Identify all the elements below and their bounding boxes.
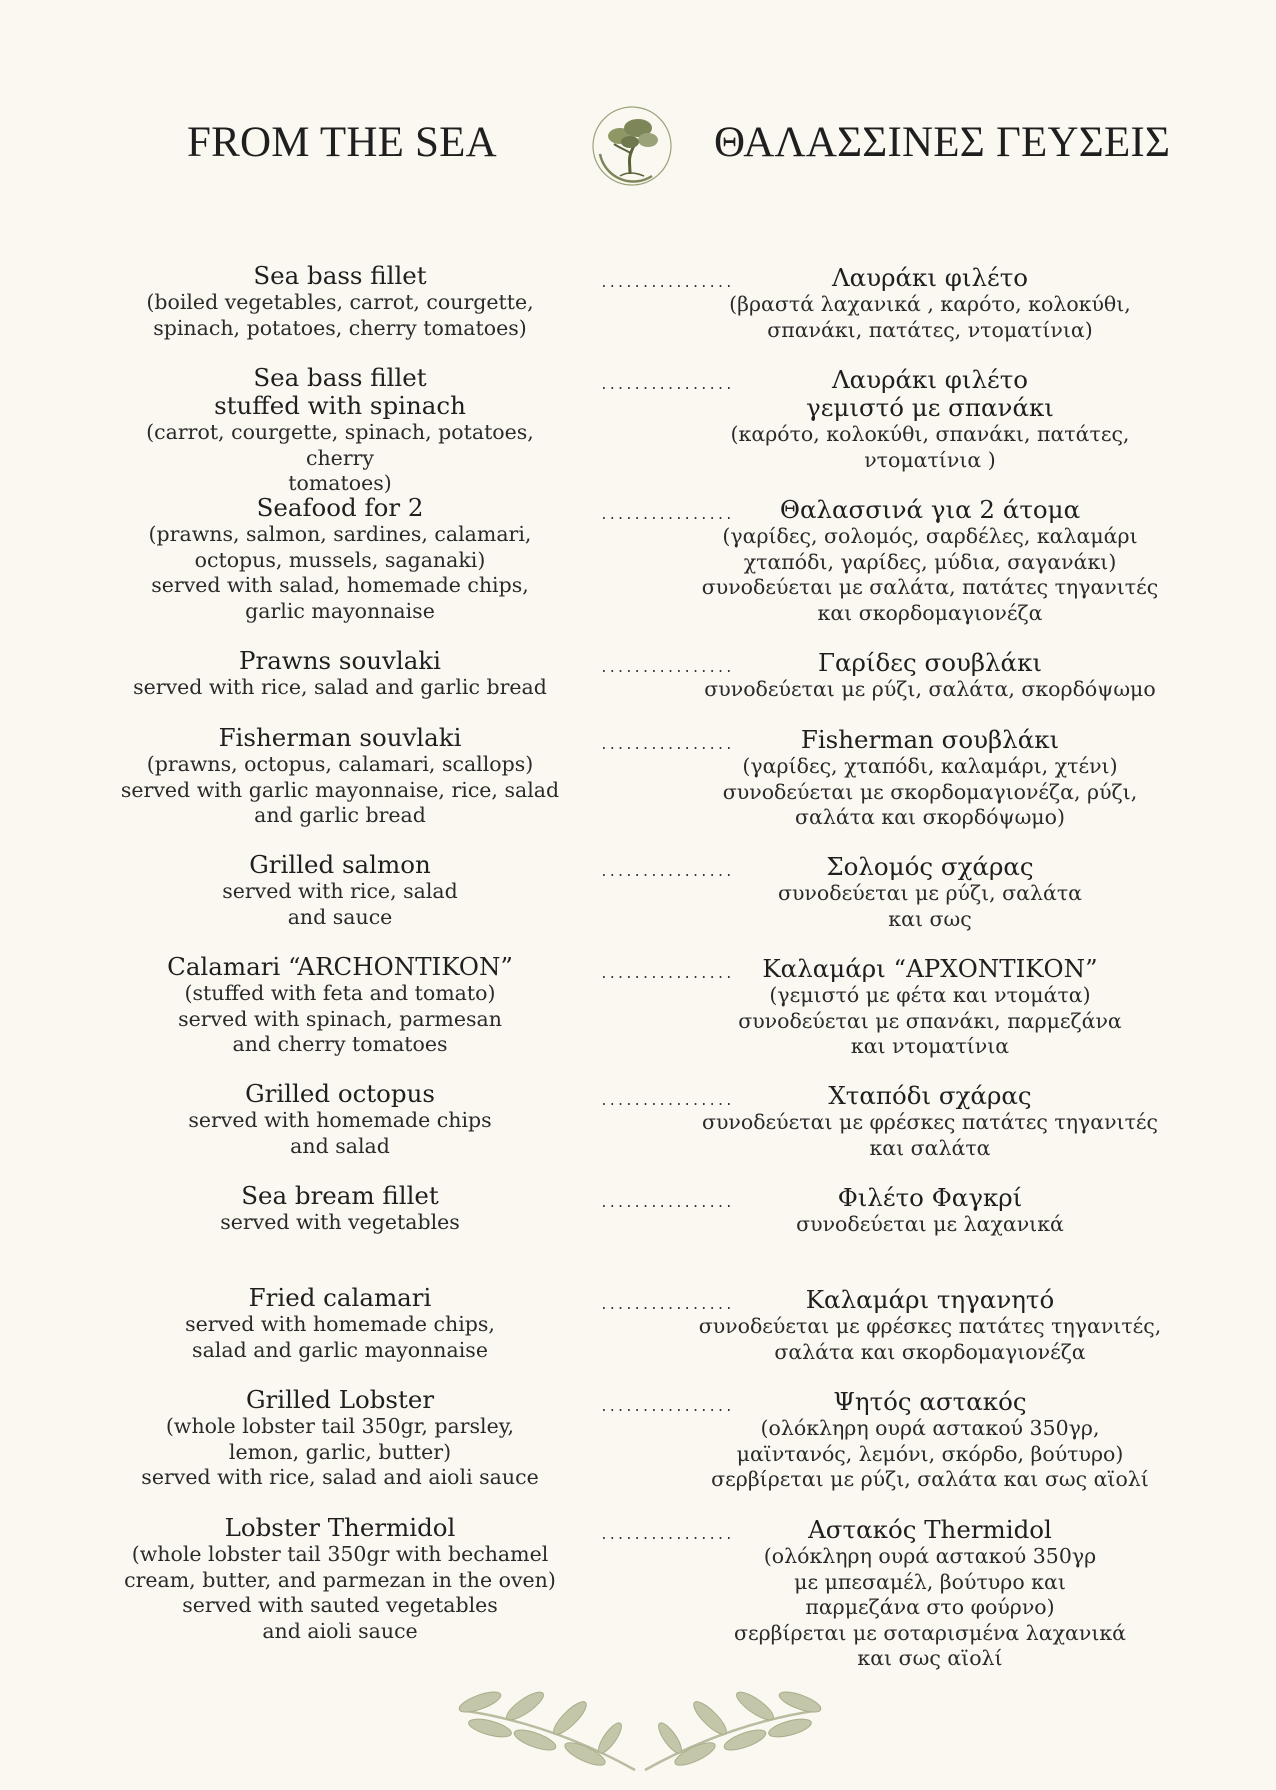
menu-item-en [110, 851, 570, 930]
dotted-leader: ................ [600, 378, 734, 393]
menu-item-gr [690, 366, 1170, 473]
dish-description-gr: (γαρίδες, σολομός, σαρδέλες, καλαμάρι χταπόδι, γαρίδες, μύδια, σαγανάκι) συνοδεύεται με σαλάτα, πατάτες τηγανιτές και σκορδομαγιονέζα [701, 524, 1159, 625]
olive-tree-logo-icon [590, 104, 674, 188]
dish-description-gr: (γαρίδες, χταπόδι, καλαμάρι, χτένι) συνοδεύεται με σκορδομαγιονέζα, ρύζι, σαλάτα και σκορδόψωμο) [722, 754, 1138, 829]
menu-item-gr [690, 264, 1170, 343]
dotted-leader: ................ [600, 276, 734, 291]
menu-item-gr [690, 955, 1170, 1060]
dish-name-en: Grilled octopus [245, 1079, 435, 1108]
dish-description-en: served with homemade chips, salad and garlic mayonnaise [185, 1312, 495, 1362]
dotted-leader: ................ [600, 738, 734, 753]
menu-item-en [110, 1182, 570, 1236]
dotted-leader: ................ [600, 661, 734, 676]
menu-item-en [110, 647, 570, 701]
dish-name-en: Calamari “ARCHONTIKON” [167, 952, 513, 981]
menu-item-gr [690, 496, 1170, 626]
dish-name-gr: Φιλέτο Φαγκρί [837, 1183, 1023, 1212]
dish-name-gr: Γαρίδες σουβλάκι [817, 648, 1043, 677]
dish-description-gr: συνοδεύεται με φρέσκες πατάτες τηγανιτές και σαλάτα [701, 1110, 1159, 1160]
dish-name-gr: Ψητός αστακός [833, 1387, 1027, 1416]
menu-item-gr [690, 853, 1170, 932]
dish-description-gr: συνοδεύεται με ρύζι, σαλάτα και σως [777, 881, 1083, 931]
menu-item-en [110, 724, 570, 829]
dish-name-gr: Καλαμάρι “ΑΡΧΟΝΤΙΚΟΝ” [762, 954, 1098, 983]
menu-item-gr [690, 1082, 1170, 1161]
dish-name-gr: Καλαμάρι τηγανητό [805, 1285, 1055, 1314]
dish-description-en: served with rice, salad and garlic bread [133, 675, 547, 699]
dish-description-gr: συνοδεύεται με ρύζι, σαλάτα, σκορδόψωμο [704, 677, 1156, 701]
dotted-leader: ................ [600, 1196, 734, 1211]
menu-item-en [110, 494, 570, 624]
dish-description-en: (whole lobster tail 350gr with bechamel cream, butter, and parmezan in the oven) served with sauted vegetables and aioli sauce [124, 1542, 556, 1643]
menu-item-en [110, 953, 570, 1058]
dotted-leader: ................ [600, 508, 734, 523]
menu-item-en [110, 1080, 570, 1159]
menu-item-en [110, 262, 570, 341]
dish-description-gr: συνοδεύεται με φρέσκες πατάτες τηγανιτές, σαλάτα και σκορδομαγιονέζα [698, 1314, 1162, 1364]
dotted-leader: ................ [600, 1528, 734, 1543]
dish-description-gr: (γεμιστό με φέτα και ντομάτα) συνοδεύεται με σπανάκι, παρμεζάνα και ντοματίνια [738, 983, 1122, 1058]
dish-description-en: (prawns, salmon, sardines, calamari, octopus, mussels, saganaki) served with salad, homemade chips, garlic mayonnaise [148, 522, 532, 623]
dish-description-en: (carrot, courgette, spinach, potatoes, cherry tomatoes) [146, 420, 534, 495]
dish-description-en: served with vegetables [220, 1210, 460, 1234]
dotted-leader: ................ [600, 1298, 734, 1313]
dish-name-gr: Λαυράκι φιλέτο γεμιστό με σπανάκι [806, 365, 1054, 422]
dotted-leader: ................ [600, 865, 734, 880]
dish-name-en: Sea bass fillet [253, 261, 427, 290]
dish-name-en: Sea bass fillet stuffed with spinach [214, 363, 466, 420]
dish-description-en: (stuffed with feta and tomato) served with spinach, parmesan and cherry tomatoes [178, 981, 502, 1056]
menu-item-gr [690, 1388, 1170, 1493]
menu-item-gr [690, 1286, 1170, 1365]
laurel-branch-icon [450, 1650, 830, 1780]
dish-name-gr: Σολομός σχάρας [826, 852, 1034, 881]
dish-description-gr: (ολόκληρη ουρά αστακού 350γρ, μαϊντανός, λεμόνι, σκόρδο, βούτυρο) σερβίρεται με ρύζι, σαλάτα και σως αϊολί [711, 1416, 1149, 1491]
dish-description-en: served with rice, salad and sauce [222, 879, 458, 929]
menu-item-en [110, 364, 570, 497]
dish-description-en: (whole lobster tail 350gr, parsley, lemon, garlic, butter) served with rice, salad and aioli sauce [141, 1414, 539, 1489]
dish-name-en: Grilled Lobster [245, 1385, 435, 1414]
menu-item-gr [690, 649, 1170, 703]
dish-name-en: Seafood for 2 [256, 493, 424, 522]
dish-description-en: (boiled vegetables, carrot, courgette, spinach, potatoes, cherry tomatoes) [146, 290, 534, 340]
dish-description-en: served with homemade chips and salad [188, 1108, 492, 1158]
dotted-leader: ................ [600, 1400, 734, 1415]
menu-item-gr [690, 1516, 1170, 1672]
dish-name-en: Sea bream fillet [241, 1181, 439, 1210]
dotted-leader: ................ [600, 1094, 734, 1109]
menu-item-en [110, 1284, 570, 1363]
menu-item-gr [690, 726, 1170, 831]
dish-name-gr: Fisherman σουβλάκι [800, 725, 1060, 754]
dish-description-gr: (ολόκληρη ουρά αστακού 350γρ με μπεσαμέλ, βούτυρο και παρμεζάνα στο φούρνο) σερβίρεται με σοταρισμένα λαχανικά και σως αϊολί [733, 1544, 1127, 1670]
dish-name-en: Fried calamari [248, 1283, 432, 1312]
section-title-english: FROM THE SEA [187, 119, 497, 166]
dish-name-gr: Θαλασσινά για 2 άτομα [779, 495, 1081, 524]
dish-name-en: Prawns souvlaki [239, 646, 441, 675]
dish-name-gr: Λαυράκι φιλέτο [831, 263, 1029, 292]
dish-name-en: Lobster Thermidol [224, 1513, 456, 1542]
dish-description-gr: (καρότο, κολοκύθι, σπανάκι, πατάτες, ντοματίνια ) [730, 422, 1130, 472]
section-title-greek: ΘΑΛΑΣΣΙΝΕΣ ΓΕΥΣΕΙΣ [714, 119, 1171, 166]
menu-item-en [110, 1386, 570, 1491]
dish-description-gr: (βραστά λαχανικά , καρότο, κολοκύθι, σπανάκι, πατάτες, ντοματίνια) [729, 292, 1131, 342]
menu-item-en [110, 1514, 570, 1644]
dish-name-gr: Αστακός Thermidol [808, 1515, 1052, 1544]
dish-description-en: (prawns, octopus, calamari, scallops) served with garlic mayonnaise, rice, salad and garlic bread [120, 752, 560, 827]
menu-item-gr [690, 1184, 1170, 1238]
dotted-leader: ................ [600, 967, 734, 982]
dish-name-en: Grilled salmon [249, 850, 431, 879]
dish-name-en: Fisherman souvlaki [218, 723, 462, 752]
dish-description-gr: συνοδεύεται με λαχανικά [796, 1212, 1064, 1236]
dish-name-gr: Χταπόδι σχάρας [828, 1081, 1032, 1110]
